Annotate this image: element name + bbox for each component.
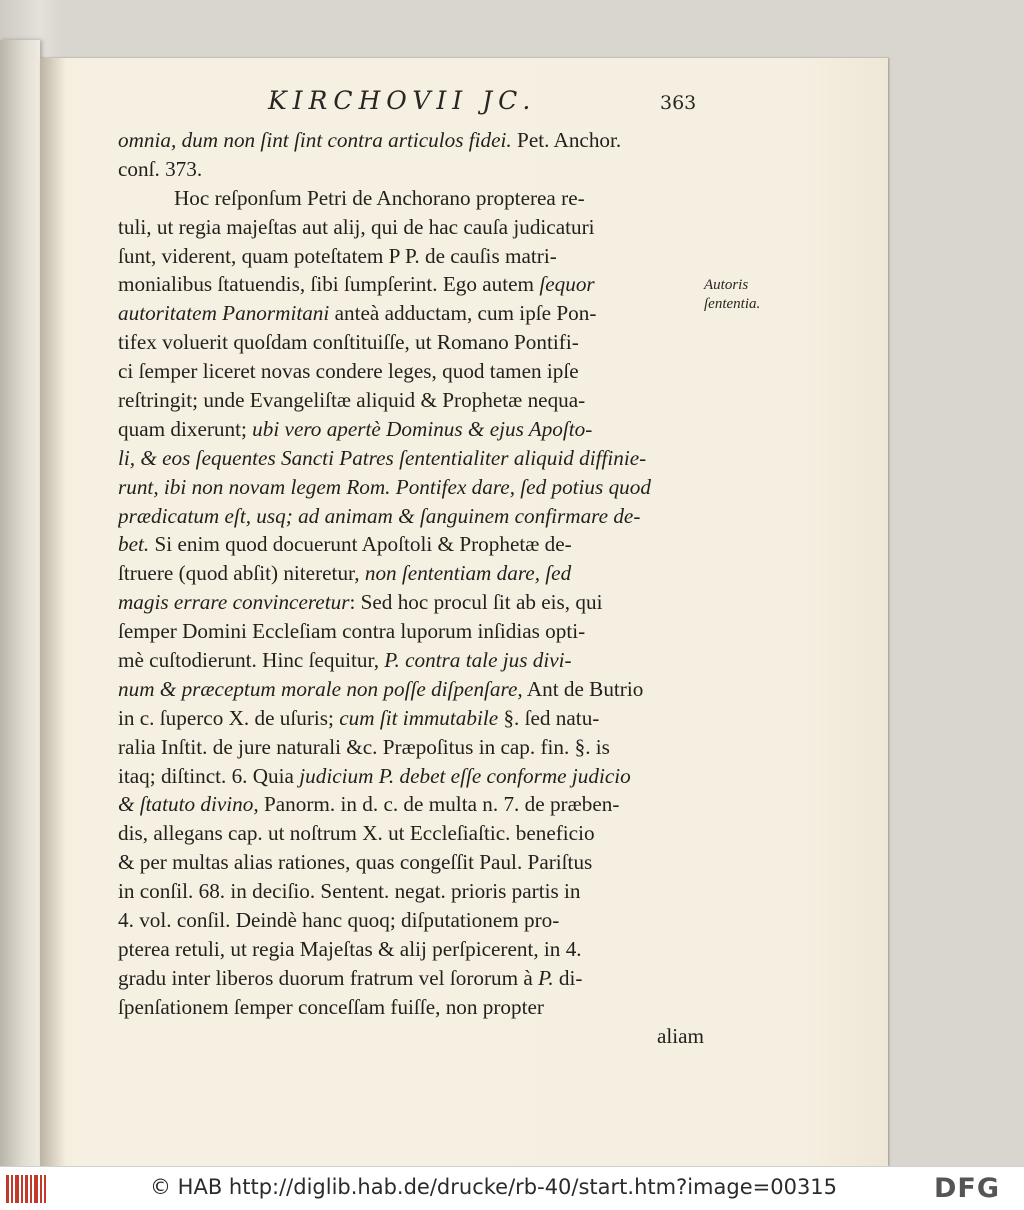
text-segment: ſpenſationem ſemper conceſſam fuiſſe, non propter [118,994,544,1019]
italic-segment: cum ſit immutabile [339,705,499,730]
body-text [118,126,708,1051]
italic-segment: judicium P. debet eſſe conforme judicio [299,763,631,788]
text-line [118,502,708,531]
text-line [118,444,708,473]
viewer-footer [0,1166,1024,1210]
text-line [118,126,708,155]
italic-segment: non ſententiam dare, ſed [364,561,572,586]
text-line [118,993,708,1022]
text-line [118,357,708,386]
text-segment: ci ſemper liceret novas condere leges, quod tamen ipſe [118,359,579,384]
text-segment: & per multas alias rationes, quas congeſſit Paul. Pariſtus [118,850,593,875]
text-line [118,415,708,444]
text-line [118,299,708,328]
text-line [118,790,708,819]
text-segment: tuli, ut regia majeſtas aut alij, qui de hac cauſa judicaturi [118,214,595,239]
text-line [118,733,708,762]
text-segment: quam dixerunt; [118,416,253,441]
text-segment: in conſil. 68. in deciſio. Sentent. negat. prioris partis in [118,879,581,904]
text-segment: §. ſed natu- [498,705,600,730]
text-line [118,877,708,906]
text-line [118,473,708,502]
text-line [118,646,708,675]
text-line [118,242,708,271]
italic-segment: ubi vero apertè Dominus & ejus Apoſto- [252,416,593,441]
previous-page-edge [0,40,40,1166]
marginal-note-line: Autoris [704,277,749,293]
book-page [40,58,888,1166]
text-segment: : Sed hoc procul ſit ab eis, qui [349,590,603,615]
text-line [118,617,708,646]
text-line [118,848,708,877]
text-line [118,559,708,588]
text-segment: pterea retuli, ut regia Majeſtas & alij perſpicerent, in 4. [118,936,582,961]
text-line [118,328,708,357]
text-line [118,675,708,704]
running-head: KIRCHOVII JC. [268,86,537,115]
text-segment: 4. vol. conſil. Deindè hanc quoq; diſputationem pro- [118,908,560,933]
text-line [118,906,708,935]
text-line [118,588,708,617]
text-segment: Hoc reſponſum Petri de Anchorano propterea re- [174,185,585,210]
gutter-shadow [40,58,66,1166]
italic-segment: P. [538,965,554,990]
page-number: 363 [660,92,697,114]
text-segment: di- [553,965,583,990]
text-line [118,213,708,242]
text-line [118,935,708,964]
text-line [118,530,708,559]
text-line [118,1022,708,1051]
text-segment: in c. ſuperco X. de uſuris; [118,705,340,730]
text-segment: Panorm. in d. c. de multa n. 7. de præben- [258,792,620,817]
text-segment: dis, allegans cap. ut noſtrum X. ut Eccleſiaſtic. beneficio [118,821,595,846]
text-segment: tifex voluerit quoſdam conſtituiſſe, ut Romano Pontifi- [118,330,579,355]
italic-segment: prædicatum eſt, usq; ad animam & ſanguinem confirmare de- [118,503,641,528]
text-line [118,270,708,299]
text-line [118,386,708,415]
text-segment: anteà adductam, cum ipſe Pon- [329,301,597,326]
text-segment: monialibus ſtatuendis, ſibi ſumpſerint. Ego autem [118,272,540,297]
italic-segment: num & præceptum morale non poſſe diſpenſare, [118,676,523,701]
italic-segment: ſequor [539,272,595,297]
text-line [118,964,708,993]
text-segment: Ant de Butrio [522,676,644,701]
italic-segment: P. contra tale jus divi- [384,648,572,673]
italic-segment: bet. [118,532,150,557]
italic-segment: magis errare convinceretur [118,590,350,615]
text-line [118,704,708,733]
text-segment: Si enim quod docuerunt Apoſtoli & Prophetæ de- [149,532,572,557]
text-segment: conſ. 373. [118,156,203,181]
text-segment: ſemper Domini Eccleſiam contra luporum inſidias opti- [118,619,586,644]
text-segment: aliam [656,1023,704,1048]
italic-segment: & ſtatuto divino, [118,792,259,817]
text-segment: itaq; diſtinct. 6. Quia [118,763,300,788]
source-url-link[interactable]: © HAB http://diglib.hab.de/drucke/rb-40/start.htm?image=00315 [150,1175,838,1199]
text-line [118,819,708,848]
text-segment: mè cuſtodierunt. Hinc ſequitur, [118,648,385,673]
text-segment: Pet. Anchor. [511,128,622,152]
italic-segment: omnia, dum non ſint ſint contra articulos fidei. [118,128,512,152]
italic-segment: autoritatem Panormitani [118,301,330,326]
italic-segment: runt, ibi non novam legem Rom. Pontifex dare, ſed potius quod [118,474,651,499]
text-line [118,762,708,791]
text-line [118,184,708,213]
text-segment: ralia Inſtit. de jure naturali &c. Præpoſitus in cap. fin. §. is [118,734,610,759]
text-segment: reſtringit; unde Evangeliſtæ aliquid & Prophetæ nequa- [118,388,586,413]
dfg-logo[interactable]: DFG [934,1173,1001,1204]
marginal-note [704,276,760,314]
italic-segment: li, & eos ſequentes Sancti Patres ſententialiter aliquid diffinie- [118,445,647,470]
text-segment: ſunt, viderent, quam poteſtatem P P. de cauſis matri- [118,243,557,268]
hab-barcode-logo-icon[interactable] [6,1175,46,1203]
text-line [118,155,708,184]
text-segment: ſtruere (quod abſit) niteretur, [118,561,365,586]
text-segment: gradu inter liberos duorum fratrum vel ſororum à [118,965,539,990]
marginal-note-line: ſententia. [704,296,761,312]
